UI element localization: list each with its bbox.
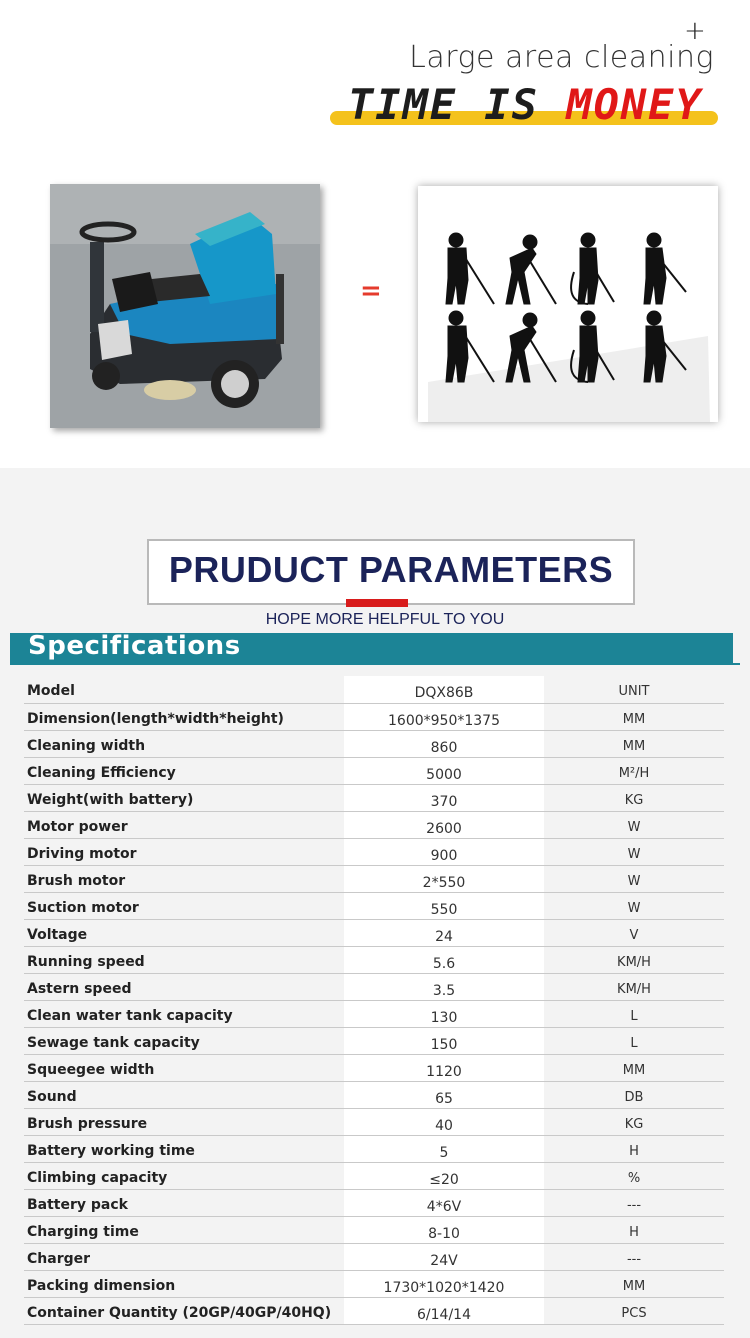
spec-value: 8-10 (344, 1217, 544, 1243)
table-row (24, 758, 724, 785)
spec-unit: W (544, 812, 724, 838)
equals-sign: = (360, 276, 382, 306)
table-row (24, 1271, 724, 1298)
spec-value: 5 (344, 1136, 544, 1162)
parameters-title-box (147, 539, 635, 605)
table-row (24, 731, 724, 758)
spec-unit: M²/H (544, 758, 724, 784)
spec-unit: MM (544, 1271, 724, 1297)
spec-name: Battery pack (24, 1190, 344, 1216)
spec-value: 24 (344, 920, 544, 946)
spec-value: 2*550 (344, 866, 544, 892)
spec-name: Battery working time (24, 1136, 344, 1162)
parameters-title: PRUDUCT PARAMETERS (168, 549, 614, 590)
spec-value: 370 (344, 785, 544, 811)
parameters-subtitle: HOPE MORE HELPFUL TO YOU (265, 611, 505, 628)
banner-section (0, 0, 750, 468)
spec-name: Astern speed (24, 974, 344, 1000)
spec-unit: L (544, 1001, 724, 1027)
spec-value: 2600 (344, 812, 544, 838)
spec-name: Squeegee width (24, 1055, 344, 1081)
spec-value: DQX86B (344, 676, 544, 703)
banner-headline (348, 80, 703, 129)
specifications-header (10, 633, 733, 663)
table-row (24, 1136, 724, 1163)
spec-unit: UNIT (544, 676, 724, 703)
table-row (24, 1055, 724, 1082)
table-row (24, 1190, 724, 1217)
spec-name: Model (24, 676, 344, 703)
spec-value: 130 (344, 1001, 544, 1027)
spec-name: Motor power (24, 812, 344, 838)
spec-unit: H (544, 1136, 724, 1162)
headline-time-is: TIME IS (348, 80, 540, 129)
spec-name: Voltage (24, 920, 344, 946)
spec-unit: W (544, 893, 724, 919)
spec-unit: --- (544, 1190, 724, 1216)
spec-value: 1600*950*1375 (344, 704, 544, 730)
spec-value: 24V (344, 1244, 544, 1270)
spec-name: Charger (24, 1244, 344, 1270)
spec-name: Suction motor (24, 893, 344, 919)
spec-name: Climbing capacity (24, 1163, 344, 1189)
table-row (24, 1082, 724, 1109)
table-row (24, 1028, 724, 1055)
spec-unit: W (544, 866, 724, 892)
spec-value: 1120 (344, 1055, 544, 1081)
spec-unit: V (544, 920, 724, 946)
spec-name: Sound (24, 1082, 344, 1108)
banner-subtitle: Large area cleaning (409, 40, 714, 75)
spec-unit: W (544, 839, 724, 865)
spec-value: 4*6V (344, 1190, 544, 1216)
spec-value: 150 (344, 1028, 544, 1054)
spec-value: 550 (344, 893, 544, 919)
spec-value: 40 (344, 1109, 544, 1135)
spec-unit: DB (544, 1082, 724, 1108)
spec-unit: MM (544, 731, 724, 757)
spec-name: Container Quantity (20GP/40GP/40HQ) (24, 1298, 344, 1324)
specifications-divider (10, 663, 740, 665)
table-row (24, 920, 724, 947)
spec-unit: MM (544, 704, 724, 730)
table-row (24, 866, 724, 893)
table-row (24, 1244, 724, 1271)
table-row (24, 676, 724, 704)
table-row (24, 812, 724, 839)
spec-value: 1730*1020*1420 (344, 1271, 544, 1297)
spec-name: Cleaning Efficiency (24, 758, 344, 784)
spec-name: Dimension(length*width*height) (24, 704, 344, 730)
plus-mark: + (684, 16, 706, 46)
table-row (24, 974, 724, 1001)
spec-unit: % (544, 1163, 724, 1189)
spec-value: 3.5 (344, 974, 544, 1000)
spec-unit: --- (544, 1244, 724, 1270)
table-row (24, 893, 724, 920)
spec-unit: PCS (544, 1298, 724, 1324)
spec-name: Charging time (24, 1217, 344, 1243)
spec-unit: H (544, 1217, 724, 1243)
spec-unit: KG (544, 1109, 724, 1135)
red-accent-bar (346, 599, 408, 607)
spec-value: 5000 (344, 758, 544, 784)
specifications-table (24, 676, 724, 1325)
table-row (24, 1001, 724, 1028)
spec-unit: KM/H (544, 974, 724, 1000)
spec-unit: MM (544, 1055, 724, 1081)
spec-name: Sewage tank capacity (24, 1028, 344, 1054)
spec-name: Brush pressure (24, 1109, 344, 1135)
spec-value: 65 (344, 1082, 544, 1108)
spec-name: Clean water tank capacity (24, 1001, 344, 1027)
table-row (24, 785, 724, 812)
spec-name: Brush motor (24, 866, 344, 892)
spec-name: Driving motor (24, 839, 344, 865)
table-row (24, 947, 724, 974)
spec-name: Running speed (24, 947, 344, 973)
scrubber-photo (50, 184, 320, 428)
spec-name: Packing dimension (24, 1271, 344, 1297)
table-row (24, 839, 724, 866)
spec-unit: KG (544, 785, 724, 811)
spec-value: ≤20 (344, 1163, 544, 1189)
spec-name: Cleaning width (24, 731, 344, 757)
spec-unit: KM/H (544, 947, 724, 973)
table-row (24, 1217, 724, 1244)
spec-value: 6/14/14 (344, 1298, 544, 1324)
spec-value: 900 (344, 839, 544, 865)
spec-value: 5.6 (344, 947, 544, 973)
spec-name: Weight(with battery) (24, 785, 344, 811)
spec-value: 860 (344, 731, 544, 757)
spec-unit: L (544, 1028, 724, 1054)
workers-illustration (418, 186, 718, 422)
headline-money: MONEY (566, 80, 703, 129)
specifications-title: Specifications (28, 631, 241, 661)
table-row (24, 1163, 724, 1190)
table-row (24, 704, 724, 731)
table-row (24, 1109, 724, 1136)
table-row (24, 1298, 724, 1325)
